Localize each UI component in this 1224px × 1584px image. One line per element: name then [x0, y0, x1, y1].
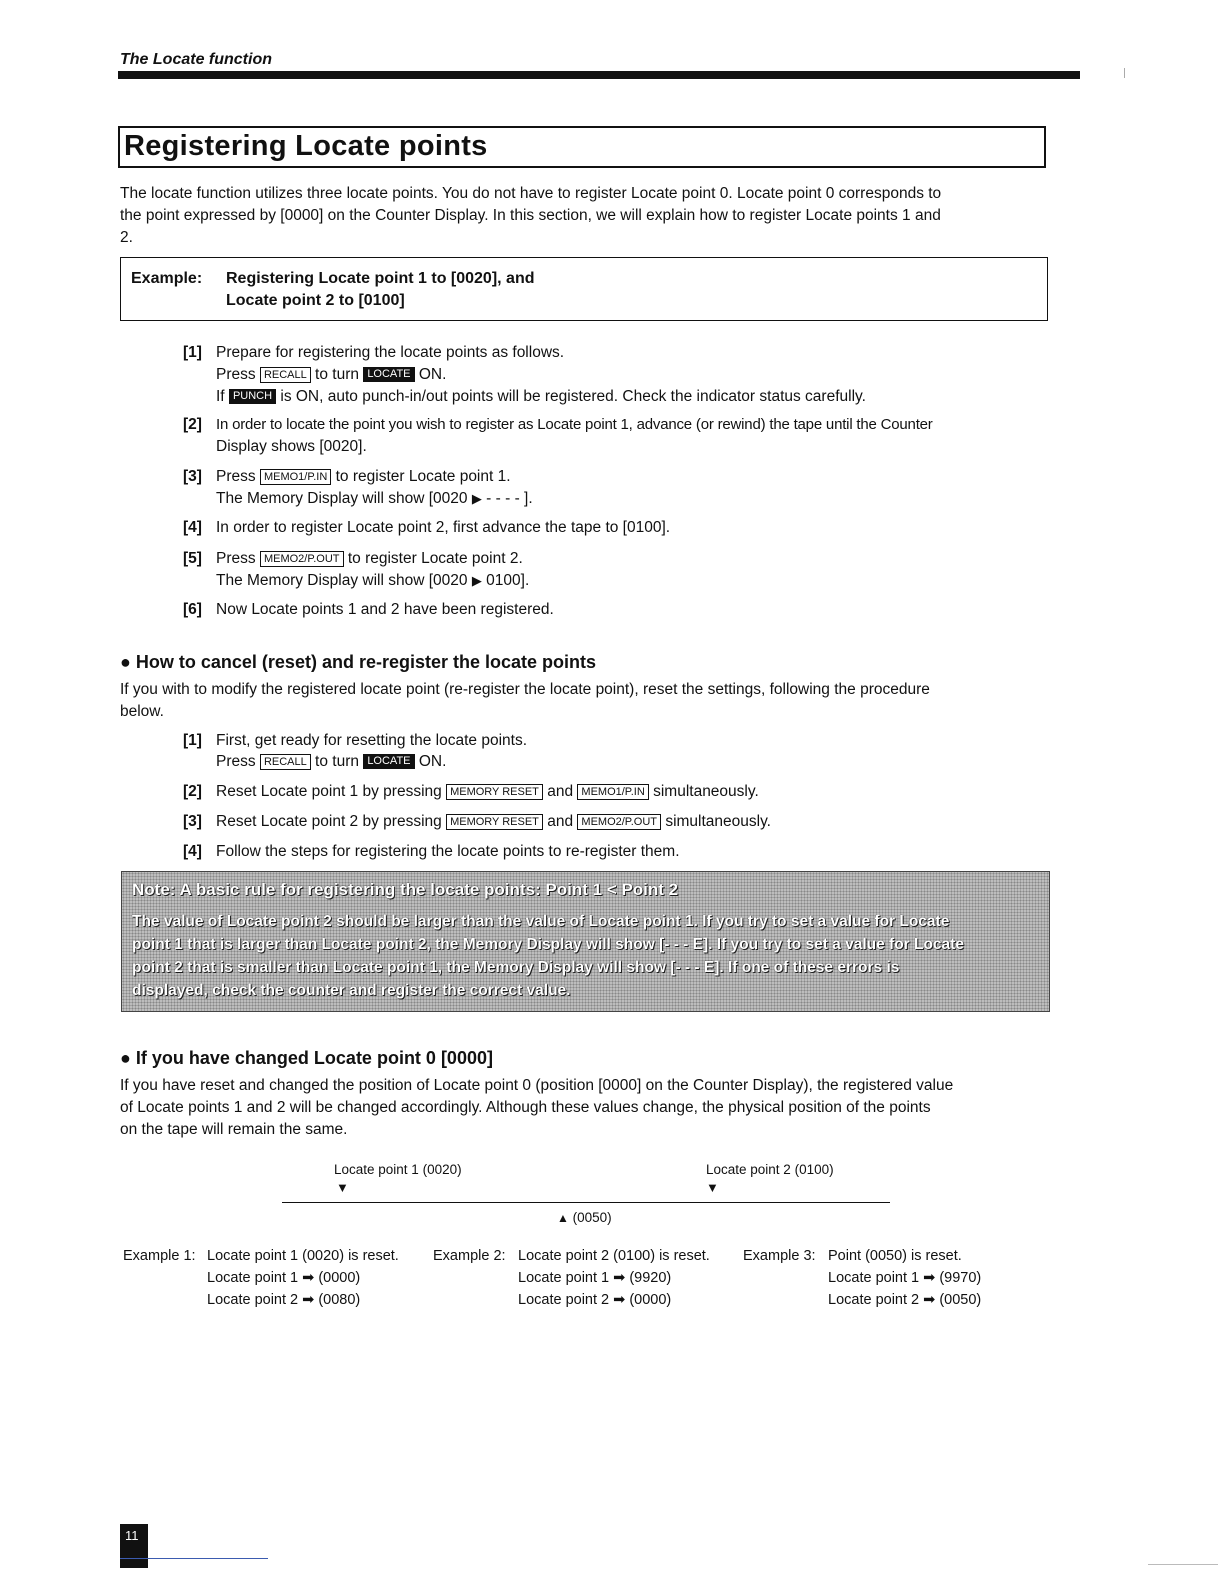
step-number: [1] [183, 344, 202, 361]
header-rule [118, 71, 1080, 79]
step-text-part: Reset Locate point 1 by pressing [216, 783, 442, 800]
step-text: First, get ready for resetting the locate points. [216, 732, 528, 749]
step-text-part: Reset Locate point 2 by pressing [216, 813, 442, 830]
example-value: (9970) [939, 1270, 982, 1286]
right-arrow-icon: ➡ [302, 1292, 315, 1308]
example-2-label: Example 2: [433, 1248, 506, 1264]
step-number: [2] [183, 783, 202, 800]
memory-reset-key: MEMORY RESET [446, 814, 543, 830]
changed-heading-text: If you have changed Locate point 0 [0000] [135, 1048, 493, 1068]
example-label: Example: [131, 270, 203, 287]
example-text: Locate point 1 [518, 1270, 610, 1286]
step-text-line [216, 550, 523, 568]
page-title: Registering Locate points [124, 130, 488, 162]
locate-indicator: LOCATE [363, 367, 414, 382]
step-text: In order to locate the point you wish to register as Locate point 1, advance (or rewind) the tape until the Counter [216, 416, 933, 433]
example-line-1: Registering Locate point 1 to [0020], and [226, 270, 535, 287]
bullet-icon: ● [120, 652, 131, 672]
note-line: displayed, check the counter and register the correct value. [132, 982, 571, 999]
diagram-label-point2: Locate point 2 (0100) [706, 1162, 834, 1177]
example-3-line-1: Point (0050) is reset. [828, 1248, 962, 1264]
triangle-down-icon: ▼ [706, 1180, 719, 1195]
note-line: The value of Locate point 2 should be larger than the value of Locate point 1. If you try to set a value for Locate [132, 913, 950, 930]
step-number: [6] [183, 601, 202, 618]
step-text-part: to turn [315, 366, 359, 383]
recall-key: RECALL [260, 367, 311, 383]
note-title: Note: A basic rule for registering the locate points: Point 1 < Point 2 [132, 880, 679, 899]
example-1-line-2 [207, 1270, 360, 1286]
step-text-part: simultaneously. [653, 783, 759, 800]
step-text-line [216, 366, 446, 384]
right-arrow-icon: ➡ [613, 1292, 626, 1308]
right-arrow-icon: ➡ [302, 1270, 315, 1286]
step-text-part: Press [216, 753, 256, 770]
step-text-part: The Memory Display will show [0020 [216, 572, 468, 589]
example-text: Locate point 1 [828, 1270, 920, 1286]
title-box [118, 126, 1046, 168]
step-number: [4] [183, 519, 202, 536]
memo2-key: MEMO2/P.OUT [577, 814, 661, 830]
memo2-key: MEMO2/P.OUT [260, 551, 344, 567]
step-text-part: to turn [315, 753, 359, 770]
punch-indicator: PUNCH [229, 389, 276, 404]
step-text: Follow the steps for registering the locate points to re-register them. [216, 843, 680, 860]
intro-line-1: The locate function utilizes three locate points. You do not have to register Locate point 0. Locate point 0 corresponds to [120, 185, 942, 202]
example-text: Locate point 2 [518, 1292, 610, 1308]
step-text-part: simultaneously. [665, 813, 771, 830]
triangle-up-icon: ▲ [557, 1211, 569, 1225]
right-arrow-icon: ➡ [923, 1292, 936, 1308]
step-text-line [216, 753, 446, 771]
step-text: In order to register Locate point 2, first advance the tape to [0100]. [216, 519, 671, 536]
step-text-part: The Memory Display will show [0020 [216, 490, 468, 507]
memory-reset-key: MEMORY RESET [446, 784, 543, 800]
step-text-part: and [547, 783, 574, 800]
bullet-icon: ● [120, 1048, 131, 1068]
step-text-line [216, 388, 866, 406]
example-3-label: Example 3: [743, 1248, 816, 1264]
step-text-line [216, 490, 533, 508]
step-text: Now Locate points 1 and 2 have been registered. [216, 601, 554, 618]
step-text-part: to register Locate point 1. [335, 468, 511, 485]
step-text-part: Press [216, 366, 256, 383]
step-text-line [216, 572, 529, 590]
changed-line-1: If you have reset and changed the position of Locate point 0 (position [0000] on the Counter Display), the registered value [120, 1077, 954, 1094]
step-text-line [216, 813, 771, 831]
example-value: (0000) [629, 1292, 672, 1308]
example-1-line-1: Locate point 1 (0020) is reset. [207, 1248, 399, 1264]
memo1-key: MEMO1/P.IN [577, 784, 648, 800]
example-value: (0080) [318, 1292, 361, 1308]
example-2-line-3 [518, 1292, 671, 1308]
example-1-label: Example 1: [123, 1248, 196, 1264]
example-3-line-2 [828, 1270, 981, 1286]
right-arrow-icon: ➡ [613, 1270, 626, 1286]
changed-line-3: on the tape will remain the same. [120, 1121, 348, 1138]
note-line: point 2 that is smaller than Locate point 1, the Memory Display will show [- - - E]. If one of these errors is [132, 959, 900, 976]
step-number: [3] [183, 468, 202, 485]
tape-line [282, 1202, 890, 1203]
changed-line-2: of Locate points 1 and 2 will be changed accordingly. Although these values change, the physical position of the points [120, 1099, 931, 1116]
step-text-line [216, 468, 511, 486]
example-1-line-3 [207, 1292, 360, 1308]
example-value: (0050) [939, 1292, 982, 1308]
cancel-heading-text: How to cancel (reset) and re-register the locate points [135, 652, 596, 672]
footer-rule [120, 1558, 268, 1559]
recall-key: RECALL [260, 754, 311, 770]
example-value: (0000) [318, 1270, 361, 1286]
cancel-intro-2: below. [120, 703, 164, 720]
step-text: Display shows [0020]. [216, 438, 367, 455]
diagram-label-point1: Locate point 1 (0020) [334, 1162, 462, 1177]
step-text-part: Press [216, 468, 256, 485]
example-text: Locate point 1 [207, 1270, 299, 1286]
changed-heading [120, 1048, 493, 1069]
example-box [120, 257, 1048, 321]
intro-line-2: the point expressed by [0000] on the Counter Display. In this section, we will explain how to register Locate points 1 and [120, 207, 941, 224]
play-arrow-icon: ▶ [471, 573, 482, 588]
step-number: [3] [183, 813, 202, 830]
step-text-part: ON. [418, 366, 447, 383]
memo1-key: MEMO1/P.IN [260, 469, 331, 485]
diagram-label-point-0050 [557, 1210, 612, 1225]
step-text-part: is ON, auto punch-in/out points will be registered. Check the indicator status carefully. [280, 388, 866, 405]
cancel-intro-1: If you with to modify the registered locate point (re-register the locate point), reset the settings, following the procedure [120, 681, 930, 698]
triangle-down-icon: ▼ [336, 1180, 349, 1195]
step-text-part: Press [216, 550, 256, 567]
example-text: Locate point 2 [828, 1292, 920, 1308]
example-2-line-2 [518, 1270, 671, 1286]
step-text-part: to register Locate point 2. [347, 550, 523, 567]
right-arrow-icon: ➡ [923, 1270, 936, 1286]
page-number-box [120, 1524, 148, 1568]
running-header: The Locate function [120, 51, 272, 68]
step-number: [5] [183, 550, 202, 567]
locate-indicator: LOCATE [363, 754, 414, 769]
diagram-label-text: (0050) [572, 1210, 612, 1225]
step-number: [2] [183, 416, 202, 433]
note-box [121, 871, 1050, 1012]
step-text-part: If [216, 388, 225, 405]
step-number: [1] [183, 732, 202, 749]
footer-rule-right [1148, 1564, 1218, 1565]
step-text-part: - - - - ]. [486, 490, 533, 507]
step-number: [4] [183, 843, 202, 860]
cancel-heading [120, 652, 596, 673]
example-value: (9920) [629, 1270, 672, 1286]
example-3-line-3 [828, 1292, 981, 1308]
page-number: 11 [125, 1528, 139, 1543]
step-text-part: 0100]. [486, 572, 530, 589]
example-line-2: Locate point 2 to [0100] [226, 292, 405, 309]
note-line: point 1 that is larger than Locate point 2, the Memory Display will show [- - - E]. If you try to set a value for Locate [132, 936, 964, 953]
play-arrow-icon: ▶ [471, 491, 482, 506]
step-text-part: and [547, 813, 574, 830]
step-text-line [216, 783, 759, 801]
example-2-line-1: Locate point 2 (0100) is reset. [518, 1248, 710, 1264]
intro-line-3: 2. [120, 229, 133, 246]
step-text-part: ON. [418, 753, 447, 770]
example-text: Locate point 2 [207, 1292, 299, 1308]
note-body [132, 910, 1042, 1002]
step-text: Prepare for registering the locate points as follows. [216, 344, 565, 361]
margin-tick [1124, 68, 1125, 78]
